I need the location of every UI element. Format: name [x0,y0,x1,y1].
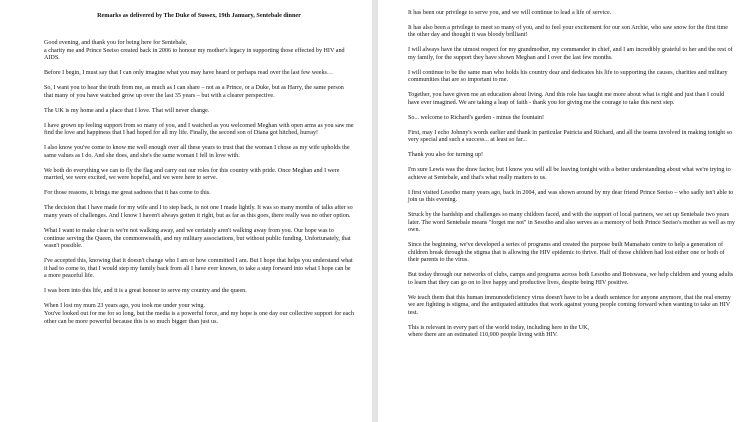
paragraph: Thank you also for turning up! [408,152,483,159]
paragraph: I will always have the utmost respect for my grandmother, my commander in chief, and I am incredibly grateful to her and the rest of my family, for the support they have shown Meghan and I over the last few months. [408,47,733,61]
paragraph: We both do everything we can to fly the flag and carry out our roles for this country with pride. Once Meghan and I were married, we were excited, we were hopeful, and we were here to serve. [44,167,340,182]
paragraph: I also know you've come to know me well enough over all these years to trust that the woman I chose as my wife upholds the same values as I do. And she does, and she's the same woman I fell in love with. [44,145,350,159]
paragraph: Struck by the hardship and challenges so many children faced, and with the support of local partners, we set up Sentebale two years later. The word Sentebale means "forget me not" in Sesotho and also serves as a memory of both Prince Seeiso's mother as well as my own. [408,212,735,234]
paragraph: Since the beginning, we've developed a series of programs and created the purpose built Mamahato centre to help a generation of children break through the stigma that is allowing the HIV epidemic to thrive. Half of those children had lost either one or both of their parents to the virus. [408,242,725,264]
paragraph: So... welcome to Richard's garden - minus the fountain! [408,114,544,121]
paragraph: It has been our privilege to serve you, and we will continue to lead a life of service. [408,10,612,16]
paragraph: When I lost my mum 23 years ago, you took me under your wing. You've looked out for me for so long, but the media is a powerful force, and my hope is one day our collective support for each other can be more powerful because this is so much bigger than just us. [44,303,354,325]
paragraph: We teach them that this human immunodeficiency virus doesn't have to be a death sentence for anyone anymore, that the real enemy we are fighting is stigma, and the antiquated attitudes that work against young people coming forward when wanting to take an HIV test. [408,294,731,316]
paragraph: It has also been a privilege to meet so many of you, and to feel your excitement for our son Archie, who saw snow for the first time the other day and thought it was bloody brilliant! [408,24,729,39]
paragraph: I've accepted this, knowing that it doesn't change who I am or how committed I am. But I hope that helps you understand what it had to come to, that I would step my family back from all I have ever known, to take a step forward into what I hope can be a more peaceful life. [44,258,353,280]
paragraph: The decision that I have made for my wife and I to step back, is not one I made lightly. It was so many months of talks after so many years of challenges. And I know I haven't always gotten it right, but as far as this goes, there really was no other option. [44,205,353,220]
paragraph: The UK is my home and a place that I love. That will never change. [44,107,210,114]
document-page-left [0,0,372,422]
paragraph: I first visited Lesotho many years ago, back in 2004, and was shown around by my dear friend Prince Seeiso – who sadly isn't able to join us this evening. [408,189,734,204]
paragraph: Good evening, and thank you for being here for Sentebale, a charity me and Prince Seeiso created back in 2006 to honour my mother's legacy in supporting those effected by HIV and AIDS. [44,40,345,62]
paragraph: So, I want you to hear the truth from me, as much as I can share – not as a Prince, or a Duke, but as Harry, the same person that many of you have watched grow up over the last 35 years – but with a clearer perspective. [44,85,344,99]
paragraph: Together, you have given me an education about living. And this role has taught me more about what is right and just than I could have ever imagined. We are taking a leap of faith - thank you for giving me the courage to take this next step. [408,92,725,106]
paragraph: I'm sure Lewis was the draw factor, but I know you will all be leaving tonight with a better understanding about what we're trying to achieve at Sentebale, and that's what really matters to us. [408,167,731,181]
paragraph: What I want to make clear is we're not walking away, and we certainly aren't walking away from you. Our hope was to continue serving the Queen, the commonwealth, and my military associations, but without public funding. Unfortunately, that wasn't possible. [44,228,351,250]
paragraph: This is relevant in every part of the world today, including here in the UK, where there are an estimated 110,000 people living with HIV. [408,324,590,339]
paragraph: I was born into this life, and it is a great honour to serve my country and the queen. [44,288,247,295]
paragraph: I will continue to be the same man who holds his country dear and dedicates his life to supporting the causes, charities and military communities that are so important to me. [408,69,728,84]
paragraph: But today through our networks of clubs, camps and programs across both Lesotho and Botswana, we help children and young adults to learn that they can go on to live happy and productive lives, despite being HIV positive. [408,272,734,286]
paragraph: Before I begin, I must say that I can only imagine what you may have heard or perhaps read over the last few weeks… [44,70,334,77]
paragraph: I have grown up feeling support from so many of you, and I watched as you welcomed Meghan with open arms as you saw me find the love and happiness that I had hoped for all my life. Finally, the second son of Diana got hitched, hurray! [44,122,354,137]
document-page-right [378,0,750,422]
paragraph: For those reasons, it brings me great sadness that it has come to this. [44,190,211,197]
page-title: Remarks as delivered by The Duke of Sussex, 19th January, Sentebale dinner [97,12,301,19]
paragraph: First, may I echo Johnny's words earlier and thank in particular Patricia and Richard, and all the teams involved in making tonight so very special and such a success... at least so far... [408,129,732,144]
